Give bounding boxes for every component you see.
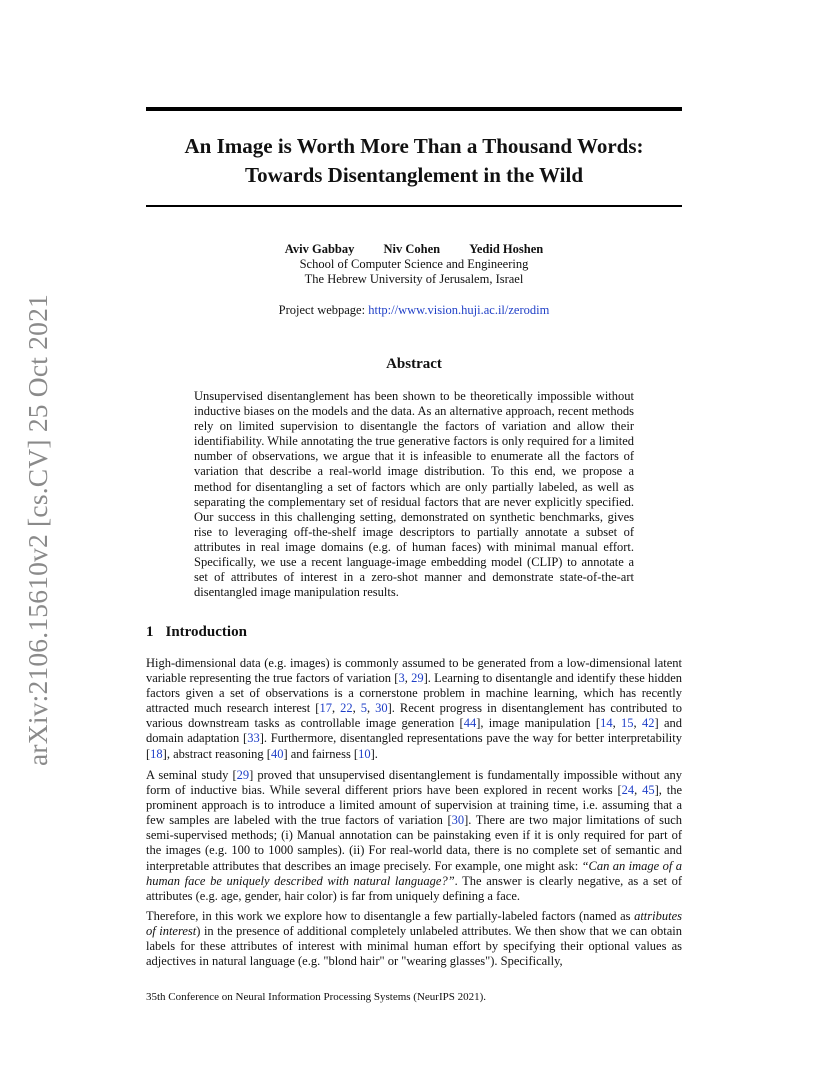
citation-link[interactable]: 30 <box>451 813 465 828</box>
author-names <box>146 242 682 257</box>
text-run: A seminal study [ <box>146 768 237 782</box>
project-webpage-link[interactable]: http://www.vision.huji.ac.il/zerodim <box>368 303 550 317</box>
text-run: ]. Furthermore, disentangled representations pave the way for better interpretability [ <box>146 731 682 761</box>
intro-paragraph-2 <box>146 768 682 904</box>
citation-link[interactable]: 3 <box>398 671 405 686</box>
citation-link[interactable]: 18 <box>150 746 163 761</box>
citation-link[interactable]: 44 <box>463 716 477 731</box>
text-run: , <box>633 716 642 731</box>
text-run: ], image manipulation [ <box>476 716 601 731</box>
section-title-text: Introduction <box>165 624 247 640</box>
citation-link[interactable]: 29 <box>411 671 424 686</box>
paper-title-line-2: Towards Disentanglement in the Wild <box>245 163 583 187</box>
text-run: ) in the presence of additional completely unlabeled attributes. We then show that we can obtain labels for these attributes of interest with minimal human effort by specifying their optional values as adjectives in natural language (e.g. "blond hair" or "wearing glasses"). Specifically, <box>146 924 682 969</box>
text-run: ] and domain adaptation [ <box>146 716 683 746</box>
text-run: ]. Learning to disentangle and identify these hidden factors given a set of observations is a cornerstone problem in machine learning, which has recently attracted much research interest [ <box>146 671 683 716</box>
citation-link[interactable]: 45 <box>642 783 655 798</box>
section-number: 1 <box>146 624 154 640</box>
text-run: , <box>366 701 376 716</box>
italic-term: attributes of interest <box>146 909 682 939</box>
text-run: ]. There are two major limitations of such semi-supervised methods; (i) Manual annotation can be painstaking even if it is only required for part of the images (e.g. 100 to 1000 samples). (ii) For real-world data, there is no complete set of semantic and interpretable attributes that describes an image precisely. For example, one might ask: <box>146 813 682 873</box>
citation-link[interactable]: 22 <box>340 701 353 716</box>
citation-link[interactable]: 24 <box>621 783 635 798</box>
affiliation-university: The Hebrew University of Jerusalem, Israel <box>304 272 524 286</box>
paper-title <box>146 132 682 190</box>
citation-link[interactable]: 40 <box>270 746 284 761</box>
conference-footer: 35th Conference on Neural Information Processing Systems (NeurIPS 2021). <box>146 991 487 1003</box>
author-name: Niv Cohen <box>383 242 441 256</box>
project-webpage-line <box>146 303 682 318</box>
arxiv-identifier-stamp: arXiv:2106.15610v2 [cs.CV] 25 Oct 2021 <box>22 294 53 766</box>
affiliation-school: School of Computer Science and Engineering <box>299 257 529 271</box>
text-run: , <box>404 671 412 686</box>
author-name: Yedid Hoshen <box>469 242 544 256</box>
author-name: Aviv Gabbay <box>284 242 355 256</box>
citation-link[interactable]: 14 <box>600 716 613 731</box>
italic-question: “Can an image of a human face be uniquely described with natural language?” <box>146 858 682 888</box>
citation-link[interactable]: 5 <box>360 701 367 716</box>
text-run: ]. <box>370 746 378 761</box>
citation-link[interactable]: 10 <box>358 746 371 761</box>
text-run: Therefore, in this work we explore how to disentangle a few partially-labeled factors (named as <box>146 909 635 923</box>
project-webpage-label: Project webpage: <box>278 303 366 317</box>
section-heading-introduction <box>146 624 247 641</box>
author-block <box>146 242 682 287</box>
title-top-rule <box>146 107 682 111</box>
citation-link[interactable]: 15 <box>621 716 634 731</box>
citation-link[interactable]: 29 <box>236 768 250 782</box>
paper-title-line-1: An Image is Worth More Than a Thousand Words: <box>184 134 644 158</box>
text-run: , <box>612 716 622 731</box>
citation-link[interactable]: 33 <box>247 731 260 746</box>
abstract-text: Unsupervised disentanglement has been shown to be theoretically impossible without inductive biases on the models and the data. As an alternative approach, recent methods rely on limited supervision to disentangle the factors of variation and allow their identifiability. While annotating the true generative factors is only required for a limited number of observations, we argue that it is infeasible to enumerate all the factors of variation that describe a real-world image distribution. To this end, we propose a method for disentangling a set of factors which are only partially labeled, as well as separating the complementary set of residual factors that are never explicitly specified. Our success in this challenging setting, demonstrated on synthetic benchmarks, gives rise to leveraging off-the-shelf image descriptors to partially annotate a subset of attributes in real image domains (e.g. of human faces) with minimal manual effort. Specifically, we use a recent language-image embedding model (CLIP) to annotate a set of attributes of interest in a zero-shot manner and demonstrate state-of-the-art disentangled image manipulation results. <box>194 389 634 600</box>
text-run: ] proved that unsupervised disentanglement is fundamentally impossible without any form of inductive bias. While several different priors have been explored in recent works [ <box>146 768 683 798</box>
citation-link[interactable]: 30 <box>375 701 388 716</box>
text-run: ], the prominent approach is to introduce a limited amount of supervision at training time, i.e. assuming that a few samples are labeled with the true factors of variation [ <box>146 783 682 828</box>
intro-paragraph-3 <box>146 909 682 969</box>
text-run: ]. Recent progress in disentanglement has contributed to various downstream tasks as controllable image generation [ <box>146 701 682 731</box>
abstract-heading: Abstract <box>386 356 442 372</box>
text-run: , <box>352 701 361 716</box>
citation-link[interactable]: 42 <box>642 716 655 731</box>
intro-paragraph-1 <box>146 656 682 762</box>
text-run: , <box>331 701 341 716</box>
text-run: . The answer is clearly negative, as a set of attributes (e.g. age, gender, hair color) is far from uniquely defining a face. <box>146 873 682 903</box>
text-run: , <box>634 783 643 798</box>
text-run: ] and fairness [ <box>283 746 359 761</box>
text-run: ], abstract reasoning [ <box>162 746 271 761</box>
citation-link[interactable]: 17 <box>319 701 332 716</box>
title-bottom-rule <box>146 205 682 207</box>
text-run: High-dimensional data (e.g. images) is commonly assumed to be generated from a low-dimensional latent variable representing the true factors of variation [ <box>146 656 682 686</box>
